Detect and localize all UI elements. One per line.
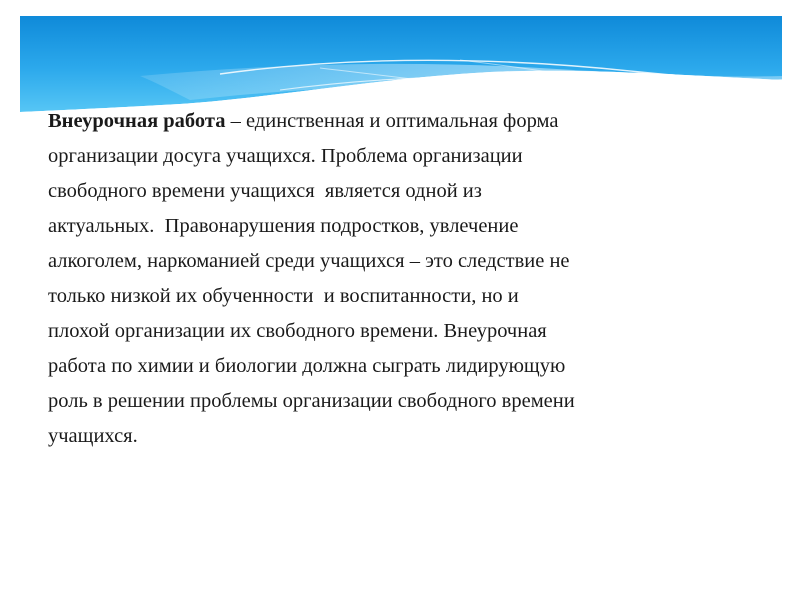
text-line-3: свободного времени учащихся является одной из [48,180,482,202]
text-line-2: организации досуга учащихся. Проблема организации [48,145,523,167]
text-line-1-rest: – единственная и оптимальная форма [225,110,559,132]
text-line-8: работа по химии и биологии должна сыграть лидирующую [48,355,566,377]
text-line-6: только низкой их обученности и воспитанности, но и [48,285,519,307]
text-line-1 [48,104,778,139]
text-line-7: плохой организации их свободного времени. Внеурочная [48,320,547,342]
term-bold: Внеурочная работа [48,110,226,132]
text-line-9: роль в решении проблемы организации свободного времени [48,390,575,412]
text-line-4: актуальных. Правонарушения подростков, увлечение [48,215,519,237]
body-text [48,104,778,454]
text-line-5: алкоголем, наркоманией среди учащихся – это следствие не [48,250,570,272]
text-line-10: учащихся. [48,425,138,447]
